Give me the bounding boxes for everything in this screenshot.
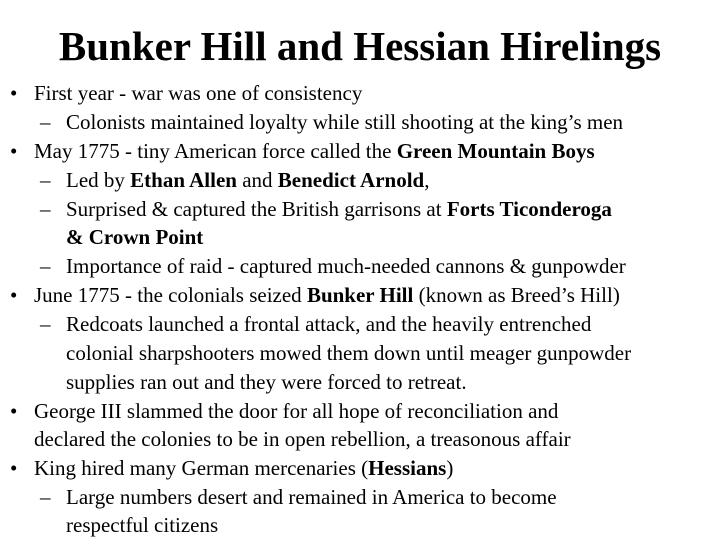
bullet-text: George III slammed the door for all hope of reconciliation and (34, 399, 559, 423)
bullet-marker: • (10, 283, 18, 307)
bullet-marker: • (10, 399, 18, 423)
continuation-line: colonial sharpshooters mowed them down until meager gunpowder (66, 341, 632, 365)
continuation-line: declared the colonies to be in open rebellion, a treasonous affair (34, 427, 571, 451)
bullet-marker: • (10, 139, 18, 163)
continuation-line: respectful citizens (66, 513, 219, 537)
bold-term: Benedict Arnold (277, 168, 425, 192)
sub-bullet-text: Redcoats launched a frontal attack, and the heavily entrenched (66, 312, 592, 336)
bold-term: Bunker Hill (306, 283, 414, 307)
dash-marker: – (40, 168, 51, 192)
bullet-marker: • (10, 456, 18, 480)
sub-bullet-text: Importance of raid - captured much-needed cannons & gunpowder (66, 254, 626, 278)
bullet-text: First year - war was one of consistency (34, 81, 363, 105)
dash-marker: – (40, 110, 51, 134)
dash-marker: – (40, 254, 51, 278)
bold-term: Green Mountain Boys (396, 139, 595, 163)
sub-bullet-text: Surprised & captured the British garrisons at Forts Ticonderoga (66, 197, 612, 221)
slide-title: Bunker Hill and Hessian Hirelings (58, 23, 662, 69)
dash-marker: – (40, 197, 51, 221)
continuation-line: supplies ran out and they were forced to retreat. (66, 370, 467, 394)
bold-term: Forts Ticonderoga (446, 197, 612, 221)
bold-term: & Crown Point (66, 225, 204, 249)
bullet-text: May 1775 - tiny American force called the Green Mountain Boys (34, 139, 595, 163)
dash-marker: – (40, 485, 51, 509)
dash-marker: – (40, 312, 51, 336)
sub-bullet-text: Large numbers desert and remained in America to become (66, 485, 557, 509)
continuation-line (66, 225, 203, 249)
bold-term: Hessians (368, 456, 447, 480)
bold-term: Ethan Allen (130, 168, 237, 192)
bullet-text: June 1775 - the colonials seized Bunker Hill (known as Breed’s Hill) (34, 283, 620, 307)
sub-bullet-text: Colonists maintained loyalty while still shooting at the king’s men (66, 110, 624, 134)
bullet-marker: • (10, 81, 18, 105)
sub-bullet-text: Led by Ethan Allen and Benedict Arnold, (66, 168, 430, 192)
bullet-text: King hired many German mercenaries (Hessians) (34, 456, 454, 480)
